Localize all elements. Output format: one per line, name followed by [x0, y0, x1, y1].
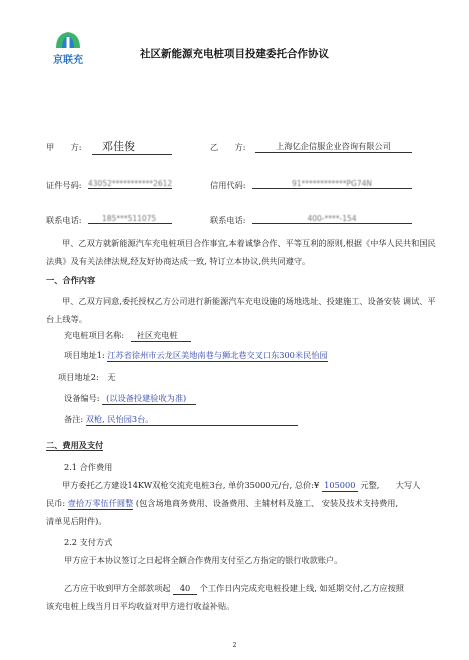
note-row [64, 414, 298, 426]
credit-code-text: 91************PG74N [291, 179, 373, 188]
payment-line-1: 甲方应于本协议签订之日起将全额合作费用支付至乙方指定的银行收款账户。 [64, 555, 343, 565]
address2-label: 项目地址2: [58, 372, 99, 382]
project-name-text: 社区充电桩 [136, 330, 178, 340]
address2-value: 无 [107, 372, 116, 382]
note-label: 备注: [64, 414, 84, 424]
fee-subheading: 2.1 合作费用 [64, 462, 113, 472]
fee-upper: 壹拾万零伍仟圆整 [67, 498, 134, 508]
address1-row [64, 350, 328, 362]
device-number-label: 设备编号: [64, 393, 100, 403]
payment-subheading: 2.2 支付方式 [64, 537, 113, 547]
credit-code-label: 信用代码: [210, 180, 246, 190]
id-number-label: 证件号码: [46, 180, 82, 190]
payment-line-2 [64, 583, 404, 595]
fee-suffix: 元整, 大写人 [360, 480, 421, 490]
device-number-row [64, 393, 196, 405]
section2-heading [46, 440, 103, 451]
pay2-days [173, 584, 197, 595]
phone-b-text: 400-****-154 [307, 214, 357, 223]
phone-a-text: 185***511075 [102, 214, 157, 223]
device-number-value [102, 394, 196, 405]
intro-paragraph: 甲、乙双方就新能源汽车充电桩项目合作事宜,本着诚挚合作、平等互利的原则,根据《中华人民共和国民法典》及有关法律法规,经友好协商达成一致, 特订立本协议,供共同遵守。 [46, 238, 436, 266]
project-name-row [64, 330, 191, 342]
address1-value: 江苏省徐州市云龙区美地南巷与狮北巷交叉口东300米民怡园 [107, 350, 328, 360]
address1-label: 项目地址1: [64, 350, 105, 360]
party-b-label: 乙 方: [210, 142, 246, 152]
section2-heading-text: 二、费用及支付 [46, 440, 104, 450]
credit-code-value [252, 178, 412, 189]
section1-heading: 一、合作内容 [46, 275, 96, 285]
page-number: 2 [232, 642, 237, 649]
project-name-label: 充电桩项目名称: [64, 330, 125, 340]
id-number-text: 43052***********2612 [88, 179, 173, 188]
phone-b-label: 联系电话: [210, 215, 246, 225]
fee-line2-prefix: 民币: [46, 498, 66, 508]
address2-row [58, 372, 116, 383]
note-value [86, 415, 298, 426]
note-text: 双枪, 民怡园3台。 [85, 414, 154, 424]
party-b-name-text: 上海亿企信服企业咨询有限公司 [276, 141, 391, 151]
fee-line-3: 清单见后附件)。 [46, 516, 107, 526]
fee-line-2 [46, 498, 398, 510]
party-b-name [255, 141, 412, 153]
fee-total [322, 481, 358, 492]
document-title: 社区新能源充电桩项目投建委托合作协议 [140, 48, 329, 60]
logo-text: 京联充 [53, 55, 83, 66]
pay2-suffix: 个工作日内完成充电桩投建上线, 如延期交付,乙方应按照 [199, 583, 404, 593]
phone-a-value [88, 213, 172, 224]
pay2-days-text: 40 [179, 583, 191, 593]
party-a-label: 甲 方: [46, 142, 82, 152]
fee-prefix: 甲方委托乙方建设14KW双枪交流充电桩3台, 单价35000元/台, 总价:¥ [62, 480, 320, 490]
fee-line2-suffix: (包含场地商务费用、设备费用、主辅材料及施工、 安装及技术支持费用, [135, 498, 399, 508]
pay2-prefix: 乙方应于收到甲方全部款项起 [64, 583, 171, 593]
fee-total-text: 105000 [324, 480, 356, 490]
party-a-name-text: 邓佳俊 [102, 140, 135, 153]
id-number-value [88, 178, 172, 189]
section1-text: 甲、乙双方同意,委托授权乙方公司进行新能源汽车充电设施的场地选址、投建施工、设备安装 调试、平台上线等。 [46, 296, 436, 324]
payment-line-3: 该充电桩上线当月日平均收益对甲方进行收益补贴。 [46, 601, 235, 611]
party-a-name [92, 138, 172, 155]
phone-a-label: 联系电话: [46, 215, 82, 225]
device-number-text: (以设备投建验收为准) [106, 393, 187, 403]
fee-line-1 [62, 480, 420, 492]
project-name-value [131, 331, 191, 342]
phone-b-value [252, 213, 412, 224]
